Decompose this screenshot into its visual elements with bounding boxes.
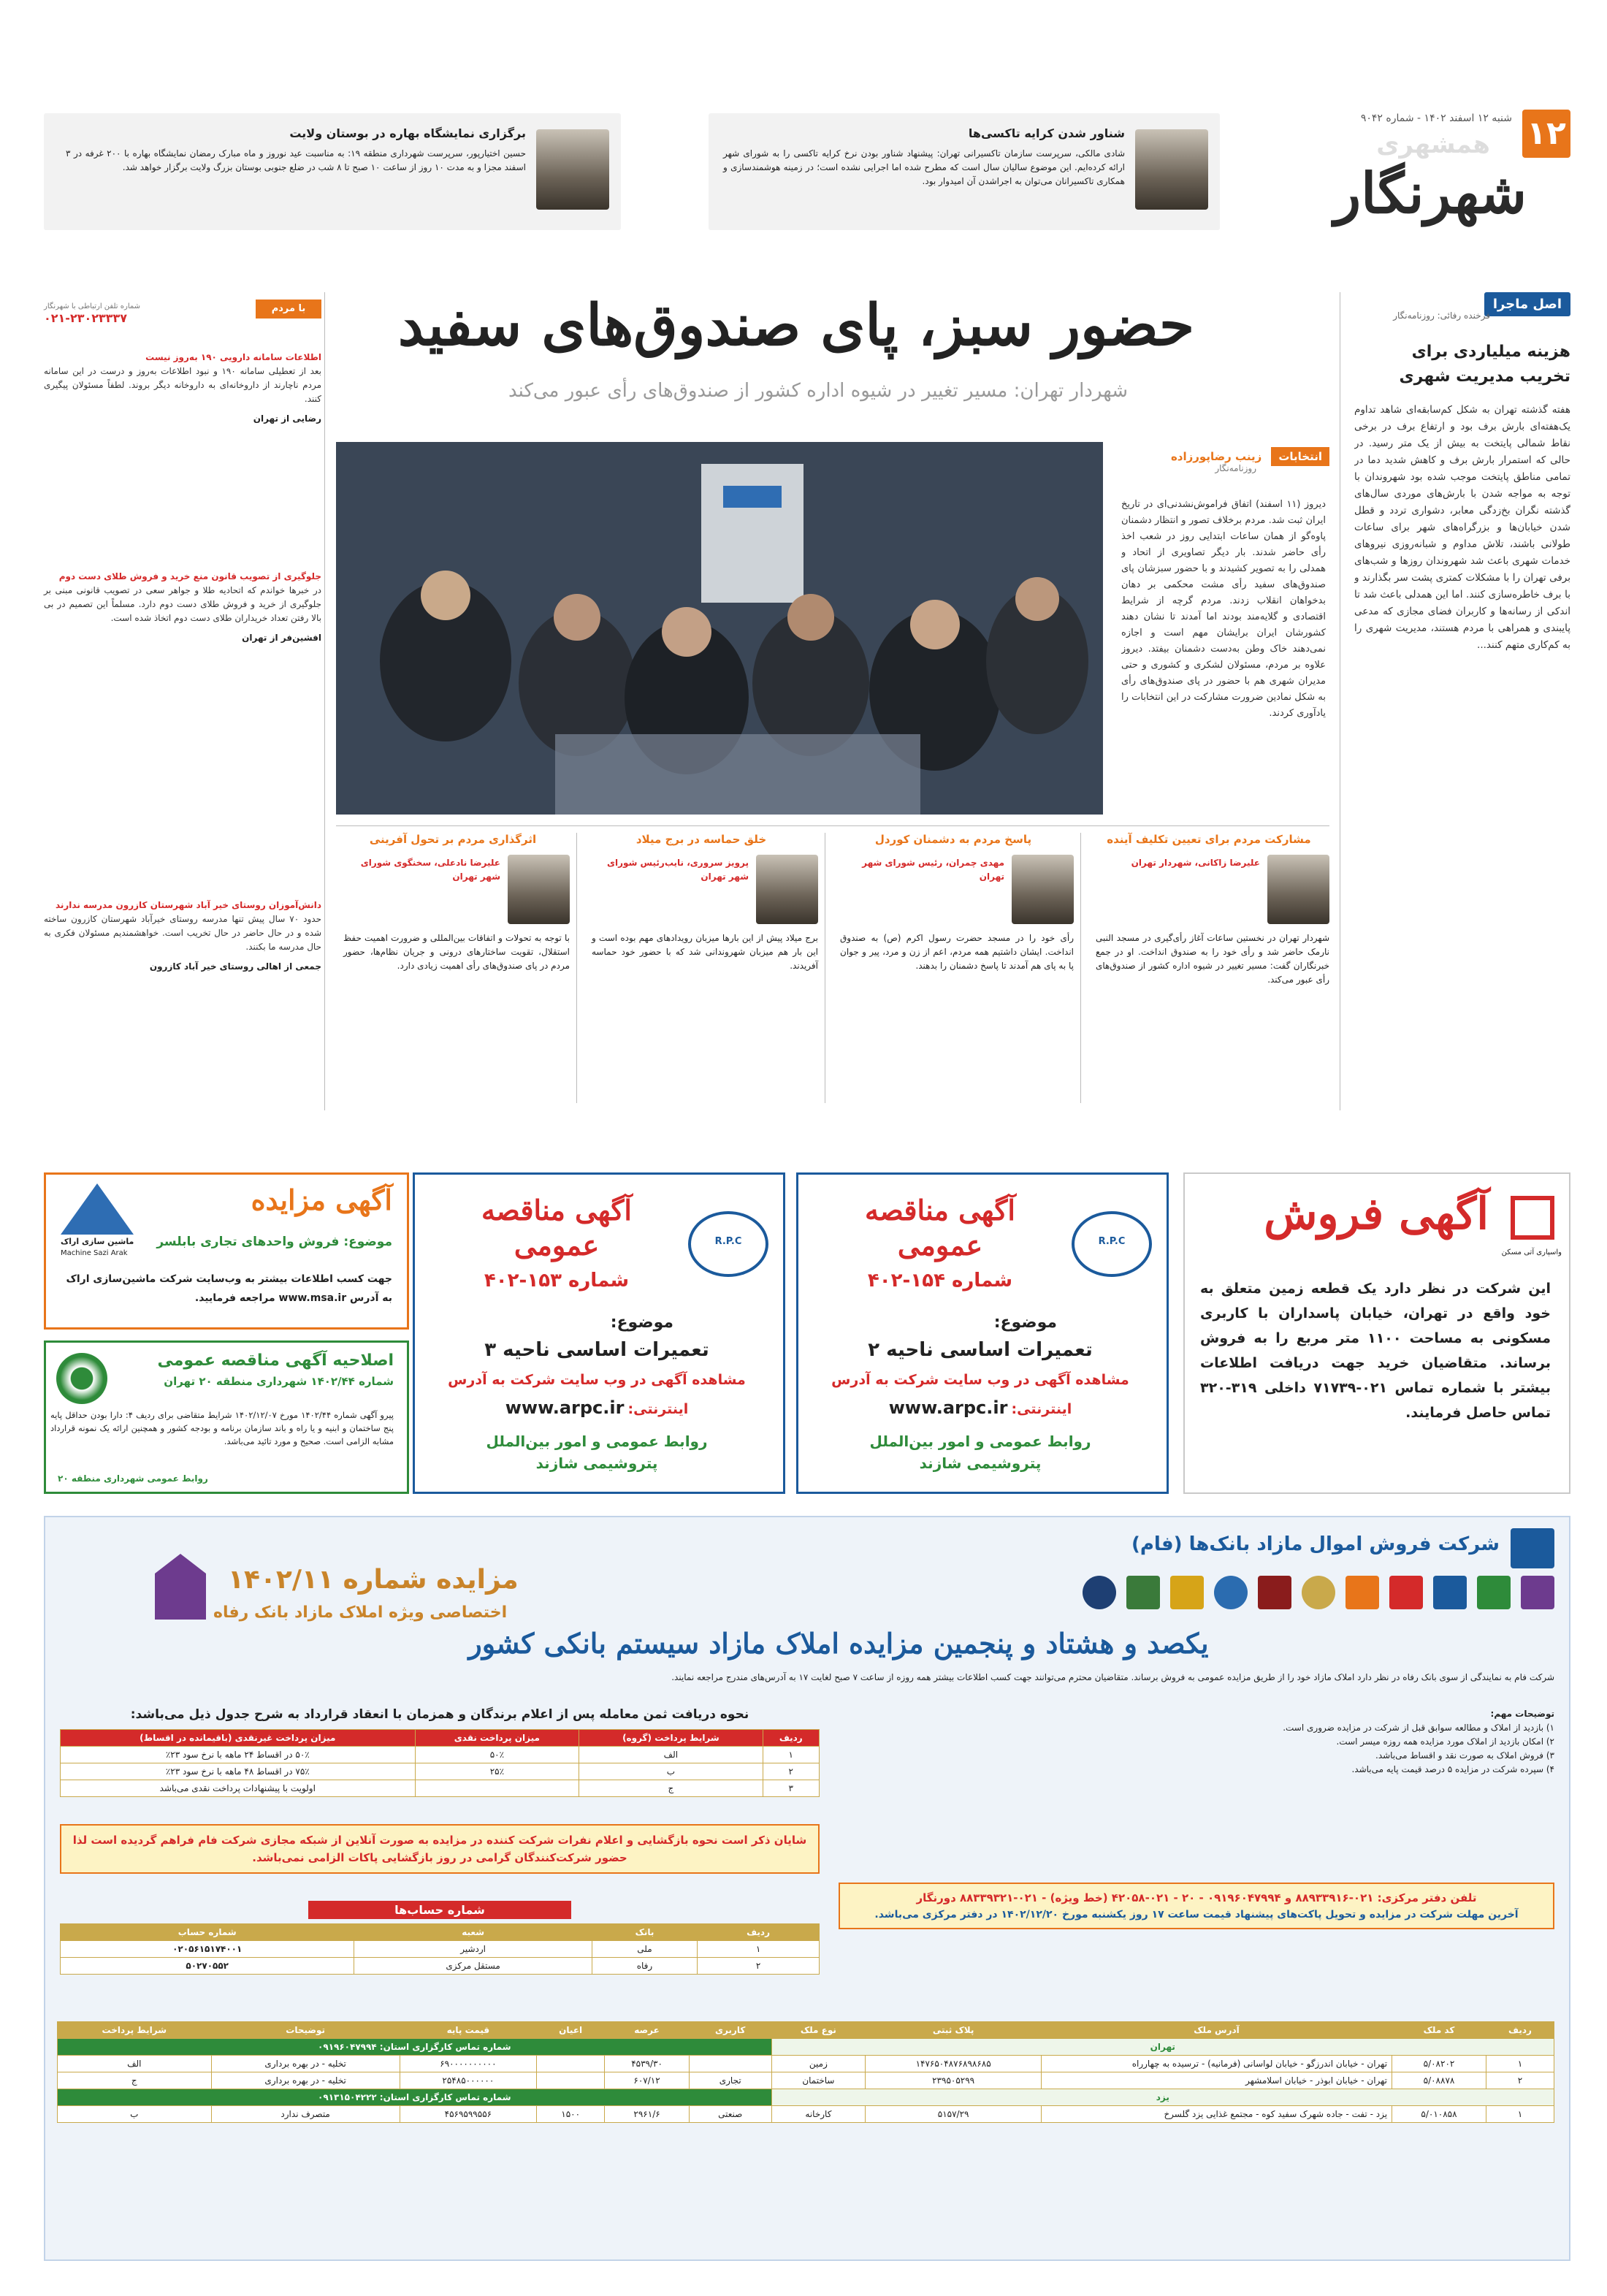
quote-title: اثرگذاری مردم بر تحول آفرینی	[369, 833, 537, 846]
bank-logo-icon	[1389, 1576, 1423, 1609]
sale-title: آگهی فروش	[1264, 1189, 1489, 1240]
th: قیمت پایه	[400, 2022, 536, 2039]
author-name: زینب رضاپورزاده	[1170, 450, 1262, 463]
th: توضیحات	[211, 2022, 400, 2039]
tender-url[interactable]: www.arpc.ir	[888, 1397, 1008, 1418]
td	[415, 1780, 579, 1797]
bank-logo-icon	[1258, 1576, 1291, 1609]
quote-card[interactable]	[833, 833, 1074, 1110]
bank-logo-icon	[1521, 1576, 1554, 1609]
lead-body: دیروز (۱۱ اسفند) اتفاق فراموش‌نشدنی‌ای در تاریخ ایران ثبت شد. مردم برخلاف تصور و انتظار دشمنان پاوه‌گو از همان ساعات ابتدایی روز در شعب اخذ رأی حاضر شدند. بار دیگر تصاویری از اتحاد و همدلی را به تصویر کشیدند و با حضور سبزشان پای صندوق‌های سفید رأی مشت محکمی بر دهان بدخواهان انقلاب زدند. مردم گرچه از شرایط اقتصادی و گلایه‌مند بودند اما آمدند تا نشان دهند کشورشان ایران برایشان مهم است و اجازه نمی‌دهند خاک وطن به‌دست دشمنان بیفتد. دیروز علاوه بر مردم، مسئولان لشکری و کشوری و حتی مدیران شهری هم با حضور در پای صندوق‌های رأی به شکل نمادین ضرورت مشارکت در این انتخابات را یادآوری کردند.	[1121, 499, 1326, 719]
td: متصرف ندارد	[211, 2106, 400, 2123]
bank-auction	[44, 1516, 1570, 2261]
side-item[interactable]	[44, 351, 321, 426]
td: ساختمان	[771, 2072, 866, 2089]
tender-title: آگهی مناقصه عمومی	[481, 1194, 632, 1262]
msa-logo-icon	[61, 1183, 134, 1235]
issue-date: شنبه ۱۲ اسفند ۱۴۰۲ - شماره ۹۰۴۲	[1360, 112, 1512, 124]
sale-logo-icon	[1511, 1196, 1554, 1240]
auction-subtitle: اختصاصی ویژه املاک مازاد بانک رفاه	[213, 1603, 508, 1622]
td: ۵۰٪ در اقساط ۲۴ ماهه با نرخ سود ۲۳٪	[61, 1747, 416, 1763]
kicker-label: انتخابات	[1271, 447, 1329, 466]
side-item[interactable]	[44, 570, 321, 645]
side-item-body: بعد از تعطیلی سامانه ۱۹۰ و نبود اطلاعات به‌روز و درست در این سامانه مردم ناچارند از داروخانه‌ای به داروخانه دیگر بروند. لطفاً مسئولان پیگیری کنند.	[44, 366, 322, 404]
note-item: ۱) بازدید از املاک و مطالعه سوابق قبل از شرکت در مزایده ضروری است.	[1283, 1723, 1554, 1733]
phone-label: شماره تلفن ارتباطی با شهرنگار	[44, 302, 141, 310]
teaser-portrait	[1135, 129, 1208, 210]
td: تخلیه - در بهره برداری	[211, 2072, 400, 2089]
td: ۲۵۴۸۵۰۰۰۰۰۰	[400, 2072, 536, 2089]
quote-portrait	[1267, 855, 1329, 924]
tender-title: آگهی مناقصه عمومی	[865, 1194, 1015, 1262]
side-item-body: حدود ۷۰ سال پیش تنها مدرسه روستای خیرآباد شهرستان کازرون ساخته شده و در حال حاضر در حال تخریب است. خواهشمندیم مسئولان فکری به حال مدرسه ما بکنند.	[44, 914, 321, 952]
teaser-portrait	[536, 129, 609, 210]
phone-number[interactable]: ۰۲۱-۲۳۰۲۳۳۳۷	[44, 311, 128, 325]
region-header	[771, 2039, 1554, 2056]
region-header	[771, 2089, 1554, 2106]
td: صنعتی	[689, 2106, 771, 2123]
quote-title: خلق حماسه در برج میلاد	[635, 833, 767, 846]
td: ۱	[763, 1747, 819, 1763]
th: شرایط پرداخت (گروه)	[579, 1730, 763, 1747]
td: الف	[579, 1747, 763, 1763]
td: ۴۵۶۹۵۹۹۵۵۶	[400, 2106, 536, 2123]
teaser-body: حسین اختیارپور، سرپرست شهرداری منطقه ۱۹: به مناسبت عید نوروز و ماه مبارک رمضان نمایشگاه بهاره با ۲۰۰ غرفه در ۳ اسفند مجزا و به مدت ۱۰ روز از ساعت ۱۰ صبح تا ۸ شب در ضلع جنوبی بوستان بزرگ ولایت برگزار خواهد شد.	[66, 148, 526, 172]
auction-number: مزایده شماره ۱۴۰۲/۱۱	[228, 1565, 519, 1595]
th: ردیف	[698, 1924, 820, 1941]
bank-logo-icon	[1170, 1576, 1204, 1609]
tender-footer: روابط عمومی و امور بین‌الملل پتروشیمی شازند	[869, 1433, 1091, 1472]
th: بانک	[592, 1924, 697, 1941]
lead-subheadline: شهردار تهران: مسیر تغییر در شیوه اداره کشور از صندوق‌های رأی عبور می‌کند	[508, 380, 1128, 402]
bank-logo-icon	[1126, 1576, 1160, 1609]
bank-logo-icon	[1214, 1576, 1248, 1609]
author-role: روزنامه‌نگار	[1215, 463, 1256, 473]
column-body: هفته گذشته تهران به شکل کم‌سابقه‌ای شاهد تداوم یک‌هفته‌ای بارش برف بود و ارتفاع برف در برخی نقاط شمالی پایتخت به بیش از یک متر رسید. در حالی که استمرار بارش برف و کاهش شدید دما در تمامی مناطق پایتخت موجب شده بود شهروندان با توجه به مواجه شدن با بارش‌های موردی سال‌های گذشته نگران بخ‌زدگی معابر، دشواری تردد و قطل شدن خیابان‌ها و بزرگراه‌های شهر برای ساعات طولانی باشند، تلاش مداوم و شبانه‌روزی نیروهای خدمات شهری باعث شد شهروندان روزها و شب‌های برفی تهران را با مشکلات کمتری پشت سر بگذارند و با برف خاطره‌سازی کنند. اما این همدلی باعث شد تا اندکی از رسانه‌ها و کاربران فضای مجازی که مدعی پایبندی و همراهی با مردم هستند، مدیریت شهری را به کم‌کاری متهم کنند...	[1354, 404, 1570, 651]
tender-subject-label: موضوع:	[610, 1313, 673, 1332]
tender-number: شماره ۱۵۴-۴۰۲	[867, 1270, 1013, 1292]
th: آدرس ملک	[1042, 2022, 1392, 2039]
quote-card[interactable]	[1088, 833, 1329, 1110]
payment-title: نحوه دریافت ثمن معامله پس از اعلام برندگان و همزمان با انعقاد قرارداد به شرح جدول ذیل می‌باشد:	[130, 1707, 749, 1722]
side-item-title: دانش‌آموزان روستای خیر آباد شهرستان کازرون مدرسه ندارند	[55, 900, 321, 910]
fam-emblem-icon	[155, 1554, 206, 1620]
correction-title: اصلاحیه آگهی مناقصه عمومی	[157, 1351, 394, 1370]
accounts-title: شماره حساب‌ها	[308, 1901, 571, 1919]
th: اعیان	[537, 2022, 605, 2039]
td: اولویت با پیشنهادات پرداخت نقدی می‌باشد	[61, 1780, 416, 1797]
rpc-logo-text: R.P.C	[1098, 1236, 1126, 1247]
region-name: یزد	[1156, 2092, 1169, 2102]
td	[537, 2072, 605, 2089]
lead-kicker	[1118, 449, 1329, 473]
correction-footer: روابط عمومی شهرداری منطقه ۲۰	[58, 1473, 208, 1484]
ad-correction[interactable]	[44, 1340, 409, 1494]
contact-phones[interactable]: تلفن دفتر مرکزی: ۰۲۱-۸۸۹۳۳۹۱۶ و ۰۹۱۹۶۰۴۷۹۹۴ - ۲۰ - ۰۲۱-۴۲۰۵۸ (خط ویژه) - ۰۲۱-۸۸۳۳۹۳۲۱ دورنگار	[916, 1891, 1477, 1904]
td: ب	[579, 1763, 763, 1780]
correction-number: شماره ۱۴۰۲/۴۴ شهرداری منطقه ۲۰ تهران	[164, 1375, 394, 1388]
quote-portrait	[756, 855, 818, 924]
th: شعبه	[354, 1924, 592, 1941]
td: ۵۱۵۷/۲۹	[866, 2106, 1042, 2123]
td: ب	[58, 2106, 212, 2123]
deadline: آخرین مهلت شرکت در مزایده و تحویل پاکت‌های پیشنهاد قیمت ساعت ۱۷ روز یکشنبه مورخ ۱۴۰۲/۱۲/۲۰ در دفتر مرکزی می‌باشد.	[874, 1909, 1519, 1921]
sale-body: این شرکت در نظر دارد یک قطعه زمین متعلق به خود واقع در تهران، خیابان پاسداران با کاربری مسکونی به مساحت ۱۱۰۰ متر مربع را به فروش برساند. متقاضیان خرید جهت دریافت اطلاعات بیشتر با شماره تماس ۰۲۱-۷۱۷۳۹ داخلی ۳۱۹-۳۲۰ تماس حاصل فرمایند.	[1200, 1281, 1551, 1421]
quote-body: برج میلاد پیش از این بارها میزبان رویدادهای مهم بوده است و این بار هم میزبان شهروندانی شد که با حضور خود حماسه آفریدند.	[592, 933, 818, 971]
td: تهران - خیابان اندرزگو - خیابان لواسانی (فرمانیه) - ترسیده به چهارراه	[1042, 2056, 1392, 2072]
td: ۱	[1486, 2056, 1554, 2072]
side-item-body: در خبرها خواندم که اتحادیه طلا و جواهر سعی در تصویب قانونی مبنی بر جلوگیری از خرید و فروش طلای دست دوم دارد. مسلماً این تصمیم در بی بالا رفتن تعداد خریداران طلای دست دوم اتخاذ شده است.	[44, 585, 321, 623]
tender-subject: تعمیرات اساسی ناحیه ۲	[868, 1339, 1093, 1361]
note-item: ۳) فروش املاک به صورت نقد و اقساط می‌باشد.	[1375, 1750, 1554, 1761]
quotes-row	[336, 833, 1329, 1110]
side-item-author: رضایی از تهران	[253, 413, 321, 424]
auction-company: ماشین سازی اراک	[61, 1237, 134, 1246]
lead-headline: حضور سبز، پای صندوق‌های سفید	[397, 292, 1195, 359]
side-item[interactable]	[44, 899, 321, 974]
auction-body: جهت کسب اطلاعات بیشتر به وب‌سایت شرکت ماشین‌سازی اراک به آدرس www.msa.ir مراجعه فرمایید.	[66, 1273, 392, 1304]
quote-portrait	[508, 855, 570, 924]
teaser-title: برگزاری نمایشگاه بهاره در بوستان ولایت	[289, 126, 526, 140]
td: ۶۹۰۰۰۰۰۰۰۰۰۰	[400, 2056, 536, 2072]
td: ۳	[763, 1780, 819, 1797]
tender-web-label: اینترنتی:	[627, 1401, 689, 1417]
bank-logo-icon	[1345, 1576, 1379, 1609]
tender-site-text: مشاهده آگهی در وب سایت شرکت به آدرس	[448, 1372, 746, 1388]
th: شماره حساب	[61, 1924, 354, 1941]
note-item: ۲) امکان بازدید از املاک مورد مزایده همه روزه میسر است.	[1336, 1736, 1554, 1747]
td: ۴۵۳۹/۳۰	[605, 2056, 690, 2072]
td: ۲	[698, 1958, 820, 1975]
th: عرصه	[605, 2022, 690, 2039]
td: تخلیه - در بهره برداری	[211, 2056, 400, 2072]
side-header	[256, 300, 321, 319]
accounts	[60, 1901, 820, 1975]
quote-title: پاسخ مردم به دشمنان کوردل	[874, 833, 1032, 846]
tender-web-label: اینترنتی:	[1011, 1401, 1072, 1417]
listings	[57, 2021, 1554, 2123]
fam-logo-icon	[1511, 1528, 1554, 1568]
auction-title: آگهی مزایده	[251, 1183, 392, 1216]
sale-company: واسپاری آتی مسکن	[1501, 1248, 1562, 1256]
table-row[interactable]	[58, 2056, 1554, 2072]
rpc-logo-icon	[1072, 1211, 1152, 1277]
tender-url[interactable]: www.arpc.ir	[505, 1397, 625, 1418]
fam-company: شرکت فروش اموال مازاد بانک‌ها (فام)	[1131, 1533, 1500, 1555]
th: نوع ملک	[771, 2022, 866, 2039]
td: ۰۲۰۵۶۱۵۱۷۴۰۰۱	[61, 1941, 354, 1958]
table-row[interactable]	[58, 2106, 1554, 2123]
ad-auction[interactable]	[44, 1172, 409, 1330]
td: ۵۰٪	[415, 1747, 579, 1763]
tender-web-line	[425, 1397, 768, 1418]
quote-person: علیرضا نادعلی، سخنگوی شورای شهر تهران	[360, 858, 500, 882]
page-number: ۱۲	[1522, 110, 1570, 158]
notes-title: توضیحات مهم:	[1490, 1709, 1554, 1719]
ad-tender-1[interactable]	[796, 1172, 1169, 1494]
column-headline: هزینه میلیاردی برای تخریب مدیریت شهری	[1399, 343, 1570, 386]
rpc-logo-icon	[688, 1211, 768, 1277]
td: ۱۵۰۰	[537, 2106, 605, 2123]
td: کارخانه	[771, 2106, 866, 2123]
rpc-logo-text: R.P.C	[714, 1236, 742, 1247]
tender-web-line	[809, 1397, 1152, 1418]
td: ۲۳۹۵۰۵۲۹۹	[866, 2072, 1042, 2089]
td: زمین	[771, 2056, 866, 2072]
auction-headline: یکصد و هشتاد و پنجمین مزایده املاک مازاد سیستم بانکی کشور	[468, 1627, 1209, 1660]
payment-table	[60, 1729, 820, 1797]
th: پلاک ثبتی	[866, 2022, 1042, 2039]
bank-logo-icon	[1083, 1576, 1116, 1609]
td: ۵/۰۸۸۷۸	[1392, 2072, 1486, 2089]
td: الف	[58, 2056, 212, 2072]
municipality-logo-icon	[56, 1353, 107, 1404]
region-name: تهران	[1150, 2042, 1175, 2052]
quote-card[interactable]	[584, 833, 818, 1110]
notes	[839, 1707, 1554, 1777]
bank-logos-row	[1043, 1576, 1554, 1620]
quote-portrait	[1012, 855, 1074, 924]
masthead-subtitle: همشهری	[1376, 130, 1490, 159]
correction-body: پیرو آگهی شماره ۱۴۰۲/۴۴ مورخ ۱۴۰۲/۱۲/۰۷ شرایط متقاضی برای ردیف ۴: دارا بودن حداقل پایه پنج ساختمان و ابنیه و یا راه و باند سازمان برنامه و بودجه کشور و همچنین ارائه یک نمونه قرارداد مشابه الزامی است. صحیح و مورد تائید می‌باشد.	[50, 1410, 394, 1446]
tender-number: شماره ۱۵۳-۴۰۲	[484, 1270, 630, 1292]
td: ۱۴۷۶۵۰۴۸۷۶۸۹۸۶۸۵	[866, 2056, 1042, 2072]
side-item-title: جلوگیری از تصویب قانون منع خرید و فروش طلای دست دوم	[58, 571, 321, 581]
quote-person: علیرضا زاکانی، شهردار تهران	[1131, 858, 1260, 868]
td: یزد - تفت - جاده شهرک سفید کوه - مجتمع غذایی یزد گلسرخ	[1042, 2106, 1392, 2123]
region-contact-text: شماره تماس کارگزاری استان: ۰۹۱۳۱۵۰۴۲۲۲	[318, 2092, 511, 2102]
td: مستقل مرکزی	[354, 1958, 592, 1975]
region-contact[interactable]	[58, 2089, 772, 2106]
ad-tender-2[interactable]	[413, 1172, 785, 1494]
bank-logo-icon	[1477, 1576, 1511, 1609]
side-header-label: با مردم	[271, 303, 306, 314]
td: رفاه	[592, 1958, 697, 1975]
td: اردشیر	[354, 1941, 592, 1958]
quote-card[interactable]	[336, 833, 570, 1110]
teaser-exhibition[interactable]	[44, 113, 621, 230]
bank-logo-icon	[1433, 1576, 1467, 1609]
masthead-logo: شهرنگار	[1334, 161, 1527, 226]
contact-box	[839, 1883, 1554, 1929]
th: ردیف	[763, 1730, 819, 1747]
quote-body: با توجه به تحولات و اتفاقات بین‌المللی و ضرورت اهمیت حفظ استقلال، تقویت ساختارهای درونی و جریان نظام‌ها، حضور مردم در پای صندوق‌های رأی اهمیت زیادی دارد.	[343, 933, 570, 971]
td: ۵۰۲۷۰۵۵۲	[61, 1958, 354, 1975]
td: تجاری	[689, 2072, 771, 2089]
ad-sale[interactable]	[1183, 1172, 1570, 1494]
region-contact[interactable]	[58, 2039, 772, 2056]
th: شرایط پرداخت	[58, 2022, 212, 2039]
td: ۵/۰۸۲۰۲	[1392, 2056, 1486, 2072]
th: میزان پرداخت نقدی	[415, 1730, 579, 1747]
online-notice: شایان ذکر است نحوه بازگشایی و اعلام نفرات شرکت کننده در مزایده به صورت آنلاین از شبکه مجازی شرکت فام فراهم گردیده است لذا حضور شرکت‌کنندگان گرامی در روز بازگشایی پاکات الزامی نمی‌باشد.	[60, 1824, 820, 1874]
th: کد ملک	[1392, 2022, 1486, 2039]
auction-subject: موضوع: فروش واحدهای تجاری بابلسر	[156, 1235, 392, 1249]
td: ۲	[1486, 2072, 1554, 2089]
th: میزان پرداخت غیرنقدی (باقیمانده در اقساط)	[61, 1730, 416, 1747]
teaser-body: شادی مالکی، سرپرست سازمان تاکسیرانی تهران: پیشنهاد شناور بودن نرخ کرایه تاکسی را به شورای شهر ارائه کرده‌ایم. این موضوع سالیان سال است که مطرح شده اما اجرایی نشده است؛ در زمینه هوشمندسازی و همکاری تاکسیرانان می‌توان به اجراشدن آن امیدوار بود.	[723, 148, 1125, 186]
teaser-title: شناور شدن کرایه تاکسی‌ها	[968, 126, 1125, 140]
tender-site-text: مشاهده آگهی در وب سایت شرکت به آدرس	[831, 1372, 1129, 1388]
td: ۲۵٪	[415, 1763, 579, 1780]
table-row[interactable]	[58, 2072, 1554, 2089]
auction-intro: شرکت فام به نمایندگی از سوی بانک رفاه در نظر دارد املاک مازاد خود را از طریق مزایده عمومی به فروش برساند. متقاضیان محترم می‌توانند جهت کسب اطلاعات بیشتر همه روزه از ساعت ۷ صبح لغایت ۱۷ به آدرس‌های مندرج مراجعه نمایند.	[671, 1672, 1554, 1682]
td: ۱	[698, 1941, 820, 1958]
bank-logo-icon	[1302, 1576, 1335, 1609]
td: ۲۹۶۱/۶	[605, 2106, 690, 2123]
td: ۶۰۷/۱۲	[605, 2072, 690, 2089]
td: تهران - خیابان ابوذر - خیابان اسلامشهر	[1042, 2072, 1392, 2089]
td: ج	[58, 2072, 212, 2089]
td: ۷۵٪ در اقساط ۴۸ ماهه با نرخ سود ۲۳٪	[61, 1763, 416, 1780]
quote-person: مهدی چمران، رئیس شورای شهر تهران	[862, 858, 1004, 882]
td: ۵/۰۱۰۸۵۸	[1392, 2106, 1486, 2123]
section-label: اصل ماجرا	[1484, 292, 1570, 316]
masthead	[1300, 110, 1570, 234]
quote-body: شهردار تهران در نخستین ساعات آغاز رأی‌گیری در مسجد النبی نارمک حاضر شد و رأی خود را به صندوق انداخت. او در جمع خبرنگاران گفت: مسیر تغییر در شیوه اداره کشور از صندوق‌های رأی عبور می‌کند.	[1096, 933, 1329, 985]
th: ردیف	[1486, 2022, 1554, 2039]
auction-company-en: Machine Sazi Arak	[61, 1249, 128, 1257]
quote-body: رأی خود را در مسجد حضرت رسول اکرم (ص) به صندوق انداخت. ایشان داشتیم همه مردم، اعم از زن و مرد، پیر و جوان پا به پای هم آمدند تا پاسخ دشمنان را بدهند.	[840, 933, 1074, 971]
td: ج	[579, 1780, 763, 1797]
side-column	[44, 300, 321, 1110]
quote-person: پرویز سروری، نایب‌رئیس شورای شهر تهران	[607, 858, 749, 882]
lead-photo[interactable]	[336, 442, 1103, 815]
th: کاربری	[689, 2022, 771, 2039]
tender-subject: تعمیرات اساسی ناحیه ۳	[484, 1339, 709, 1361]
side-item-author: افشین‌فر از تهران	[242, 633, 321, 643]
side-item-author: جمعی از اهالی روستای خیر آباد کازرون	[149, 961, 321, 972]
right-column	[1351, 289, 1570, 1107]
td: ۱	[1486, 2106, 1554, 2123]
td	[689, 2056, 771, 2072]
side-item-title: اطلاعات سامانه دارویی ۱۹۰ به‌روز نیست	[145, 352, 321, 362]
byline: فرخنده رفائی: روزنامه‌نگار	[1393, 310, 1490, 321]
region-contact-text: شماره تماس کارگزاری استان: ۰۹۱۹۶۰۴۷۹۹۴	[318, 2042, 511, 2052]
td	[537, 2056, 605, 2072]
quote-title: مشارکت مردم برای تعیین تکلیف آینده	[1107, 833, 1311, 846]
td: ۲	[763, 1763, 819, 1780]
voting-crowd-illustration	[336, 442, 1103, 815]
teaser-taxi[interactable]	[709, 113, 1220, 230]
tender-subject-label: موضوع:	[993, 1313, 1057, 1332]
tender-footer: روابط عمومی و امور بین‌الملل پتروشیمی شازند	[486, 1433, 708, 1472]
td: ملی	[592, 1941, 697, 1958]
note-item: ۴) سپرده شرکت در مزایده ۵ درصد قیمت پایه می‌باشد.	[1351, 1764, 1554, 1774]
